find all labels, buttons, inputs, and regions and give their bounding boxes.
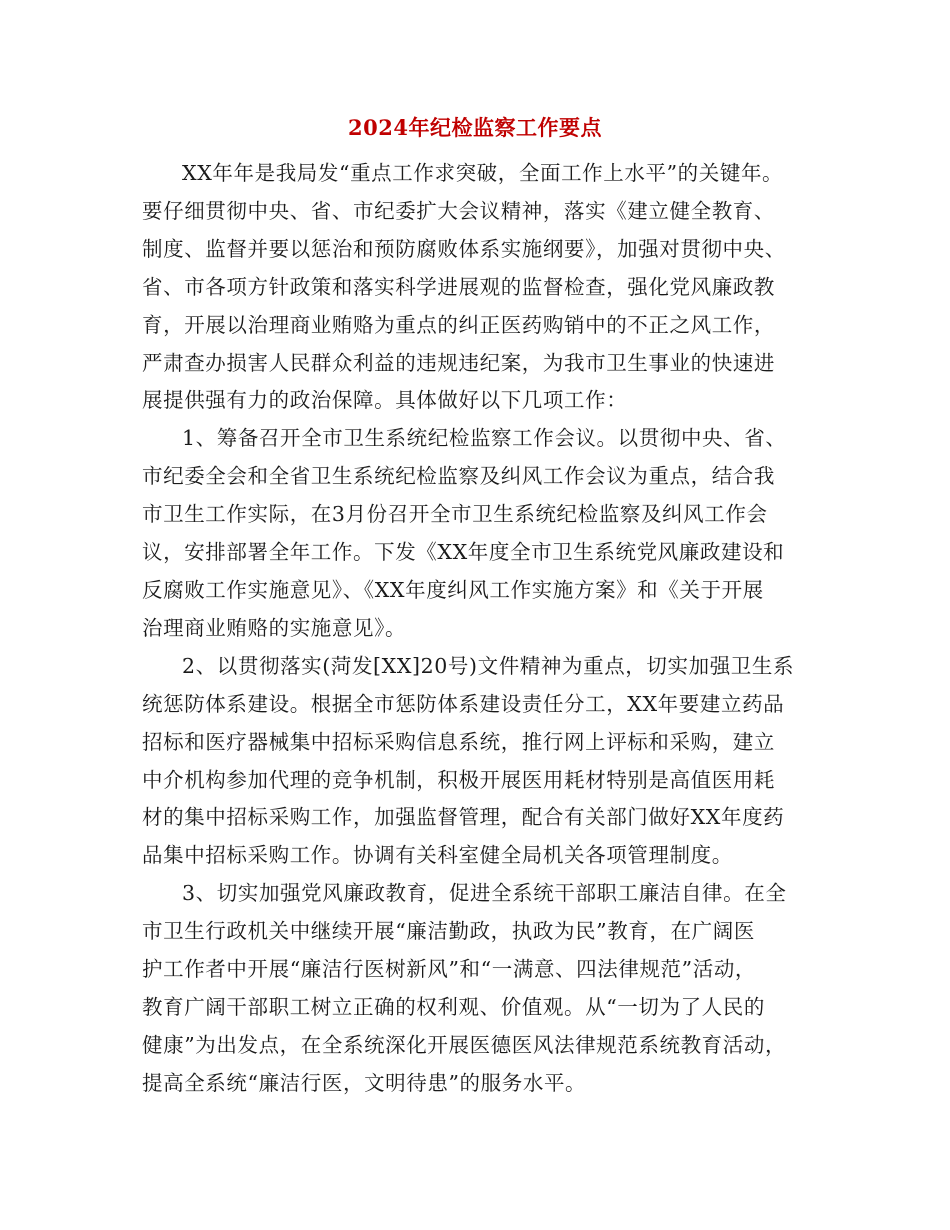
paragraph-intro: [142, 155, 814, 420]
text-line: 展提供强有力的政治保障。具体做好以下几项工作：: [142, 388, 628, 413]
text-line: 招标和医疗器械集中招标采购信息系统，推行网上评标和采购，建立: [142, 729, 775, 754]
text-line: 2、以贯彻落实(菏发[XX]20号)文件精神为重点，切实加强卫生系: [182, 653, 795, 678]
text-line: 1、筹备召开全市卫生系统纪检监察工作会议。以贯彻中央、省、: [182, 426, 787, 451]
paragraph-item-3: [142, 875, 814, 1102]
text-line: 议，安排部署全年工作。下发《XX年度全市卫生系统党风廉政建设和: [142, 540, 785, 565]
text-line: 反腐败工作实施意见》、《XX年度纠风工作实施方案》和《关于开展: [142, 577, 764, 602]
document-title: 2024年纪检监察工作要点: [348, 115, 602, 140]
text-line: 市卫生行政机关中继续开展“廉洁勤政，执政为民”教育，在广阔医: [142, 919, 755, 944]
text-line: 中介机构参加代理的竞争机制，积极开展医用耗材特别是高值医用耗: [142, 767, 775, 792]
text-line: 提高全系统“廉洁行医，文明待患”的服务水平。: [142, 1070, 587, 1095]
text-line: 省、市各项方针政策和落实科学进展观的监督检查，强化党风廉政教: [142, 274, 775, 299]
text-line: 统惩防体系建设。根据全市惩防体系建设责任分工，XX年要建立药品: [142, 691, 785, 716]
text-line: 教育广阔干部职工树立正确的权利观、价值观。从“一切为了人民的: [142, 994, 765, 1019]
text-line: 要仔细贯彻中央、省、市纪委扩大会议精神，落实《建立健全教育、: [142, 198, 775, 223]
paragraph-item-1: [142, 420, 814, 647]
text-line: 护工作者中开展“廉洁行医树新风”和“一满意、四法律规范”活动，: [142, 957, 757, 982]
text-line: 治理商业贿赂的实施意见》。: [142, 615, 407, 640]
paragraph-item-2: [142, 648, 814, 875]
text-line: 市纪委全会和全省卫生系统纪检监察及纠风工作会议为重点，结合我: [142, 464, 775, 489]
text-line: 市卫生工作实际，在3月份召开全市卫生系统纪检监察及纠风工作会: [142, 502, 768, 527]
document-body: [142, 155, 814, 1103]
text-line: 3、切实加强党风廉政教育，促进全系统干部职工廉洁自律。在全: [182, 881, 787, 906]
text-line: 制度、监督并要以惩治和预防腐败体系实施纲要》，加强对贯彻中央、: [142, 236, 786, 261]
text-line: 健康”为出发点，在全系统深化开展医德医风法律规范系统教育活动，: [142, 1032, 787, 1057]
text-line: 材的集中招标采购工作，加强监督管理，配合有关部门做好XX年度药: [142, 805, 785, 830]
text-line: XX年年是我局发“重点工作求突破，全面工作上水平”的关键年。: [182, 161, 784, 185]
text-line: 育，开展以治理商业贿赂为重点的纠正医药购销中的不正之风工作，: [142, 312, 775, 337]
text-line: 品集中招标采购工作。协调有关科室健全局机关各项管理制度。: [142, 843, 733, 868]
text-line: 严肃查办损害人民群众利益的违规违纪案，为我市卫生事业的快速进: [142, 350, 775, 375]
